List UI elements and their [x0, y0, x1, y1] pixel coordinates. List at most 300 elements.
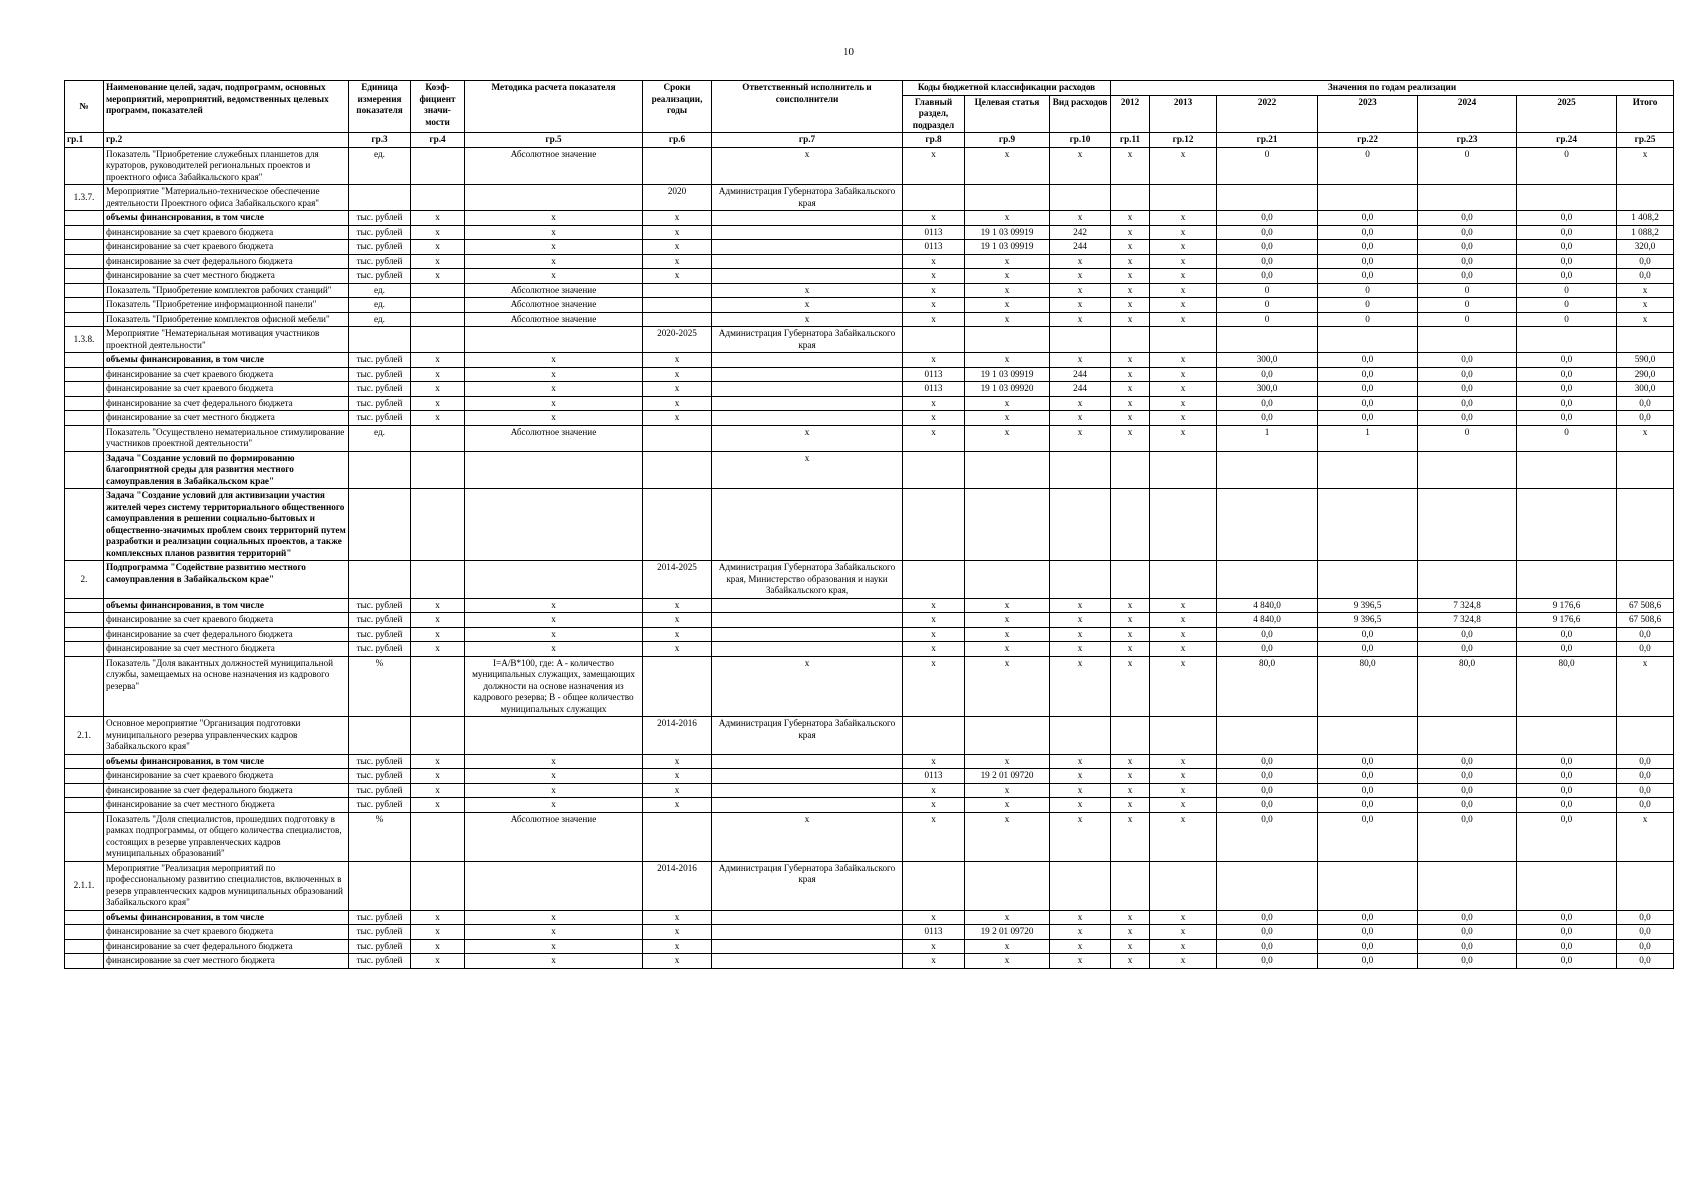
table-row	[65, 812, 1674, 861]
table-cell	[1418, 489, 1517, 561]
table-cell: 0,0	[1217, 254, 1318, 269]
table-cell: 1 408,2	[1617, 211, 1674, 226]
table-cell: 0113	[903, 925, 965, 940]
row-name-cell: финансирование за счет краевого бюджета	[104, 382, 349, 397]
table-cell: 0,0	[1418, 812, 1517, 861]
table-cell: 0,0	[1217, 769, 1318, 784]
table-cell: х	[411, 798, 465, 813]
table-cell	[1150, 717, 1217, 755]
table-cell	[1517, 861, 1617, 910]
column-number-cell: гр.4	[411, 133, 465, 148]
table-cell: 0113	[903, 769, 965, 784]
header-year-2022: 2022	[1217, 95, 1318, 133]
program-table	[64, 80, 1674, 969]
row-number-cell	[65, 225, 104, 240]
table-cell	[411, 312, 465, 327]
table-cell	[1217, 717, 1318, 755]
table-cell: 9 396,5	[1318, 598, 1418, 613]
row-number-cell	[65, 254, 104, 269]
table-cell: х	[1050, 269, 1111, 284]
table-cell: х	[411, 353, 465, 368]
table-cell	[965, 861, 1050, 910]
table-cell: 0,0	[1318, 240, 1418, 255]
table-cell: 0,0	[1217, 396, 1318, 411]
table-cell: х	[1111, 613, 1150, 628]
table-cell: х	[965, 396, 1050, 411]
table-cell: х	[1111, 425, 1150, 451]
table-cell	[712, 613, 903, 628]
table-cell: х	[465, 598, 643, 613]
table-row	[65, 954, 1674, 969]
table-cell: х	[965, 269, 1050, 284]
table-cell: 290,0	[1617, 367, 1674, 382]
table-cell	[1150, 185, 1217, 211]
table-cell: х	[903, 954, 965, 969]
table-cell: 0,0	[1418, 396, 1517, 411]
row-number-cell	[65, 925, 104, 940]
table-cell: ед.	[349, 283, 411, 298]
column-number-cell: гр.10	[1050, 133, 1111, 148]
table-cell: 0,0	[1217, 411, 1318, 426]
table-cell: 80,0	[1418, 656, 1517, 717]
table-cell: 0	[1418, 425, 1517, 451]
table-cell	[1050, 561, 1111, 599]
table-cell	[1617, 185, 1674, 211]
table-cell: 0,0	[1418, 939, 1517, 954]
table-cell: 0,0	[1617, 396, 1674, 411]
column-number-cell: гр.11	[1111, 133, 1150, 148]
row-name-cell: финансирование за счет федерального бюджета	[104, 396, 349, 411]
table-row	[65, 598, 1674, 613]
table-cell: х	[1150, 754, 1217, 769]
table-cell: 0,0	[1617, 939, 1674, 954]
row-number-cell: 1.3.7.	[65, 185, 104, 211]
table-row	[65, 627, 1674, 642]
table-cell: х	[903, 411, 965, 426]
table-cell: х	[903, 613, 965, 628]
table-cell: х	[411, 269, 465, 284]
table-cell: 0,0	[1517, 211, 1617, 226]
table-cell: х	[411, 910, 465, 925]
table-cell: 0113	[903, 382, 965, 397]
table-cell: х	[1050, 910, 1111, 925]
table-cell: 1 088,2	[1617, 225, 1674, 240]
table-cell: х	[643, 211, 712, 226]
table-cell: 0,0	[1217, 225, 1318, 240]
table-cell: х	[1150, 353, 1217, 368]
table-cell	[1217, 451, 1318, 489]
table-cell: х	[903, 283, 965, 298]
table-cell: 0,0	[1517, 396, 1617, 411]
table-cell: 0	[1517, 147, 1617, 185]
table-cell: 0,0	[1418, 925, 1517, 940]
table-cell: х	[1111, 925, 1150, 940]
row-name-cell: финансирование за счет федерального бюджета	[104, 254, 349, 269]
row-number-cell	[65, 382, 104, 397]
table-row	[65, 717, 1674, 755]
table-cell	[411, 489, 465, 561]
table-cell: 0,0	[1318, 910, 1418, 925]
row-number-cell	[65, 769, 104, 784]
table-row	[65, 396, 1674, 411]
table-cell: тыс. рублей	[349, 627, 411, 642]
table-cell	[349, 489, 411, 561]
table-cell: х	[903, 910, 965, 925]
table-cell: тыс. рублей	[349, 642, 411, 657]
table-cell	[1217, 489, 1318, 561]
table-cell	[349, 561, 411, 599]
table-cell: ед.	[349, 298, 411, 313]
table-cell: х	[1111, 211, 1150, 226]
row-number-cell	[65, 269, 104, 284]
table-cell	[712, 910, 903, 925]
table-cell	[1418, 451, 1517, 489]
table-cell: х	[643, 269, 712, 284]
table-row	[65, 754, 1674, 769]
header-razdel: Главный раздел, подраздел	[903, 95, 965, 133]
table-cell: х	[965, 910, 1050, 925]
table-cell: 0	[1418, 147, 1517, 185]
table-cell: х	[411, 627, 465, 642]
table-cell: х	[465, 769, 643, 784]
header-budget-codes: Коды бюджетной классификации расходов	[903, 81, 1111, 96]
table-cell: Администрация Губернатора Забайкальского края	[712, 861, 903, 910]
table-cell: х	[965, 211, 1050, 226]
header-year-2024: 2024	[1418, 95, 1517, 133]
table-cell: 0,0	[1617, 954, 1674, 969]
table-cell: 80,0	[1517, 656, 1617, 717]
column-number-cell: гр.1	[65, 133, 104, 148]
table-cell: 0,0	[1217, 925, 1318, 940]
table-cell	[903, 717, 965, 755]
table-cell: 0,0	[1217, 367, 1318, 382]
table-cell	[1617, 327, 1674, 353]
table-cell: х	[965, 798, 1050, 813]
table-cell: х	[1617, 298, 1674, 313]
row-number-cell	[65, 642, 104, 657]
table-row	[65, 425, 1674, 451]
table-cell: 0,0	[1418, 353, 1517, 368]
table-cell: 9 176,6	[1517, 598, 1617, 613]
row-number-cell	[65, 598, 104, 613]
table-cell	[1318, 185, 1418, 211]
table-cell: 0	[1517, 425, 1617, 451]
table-cell: х	[1050, 754, 1111, 769]
table-row	[65, 910, 1674, 925]
table-row	[65, 254, 1674, 269]
table-cell: х	[643, 225, 712, 240]
row-number-cell	[65, 798, 104, 813]
table-cell: х	[1111, 367, 1150, 382]
table-cell: х	[903, 396, 965, 411]
header-year-2013: 2013	[1150, 95, 1217, 133]
table-cell: х	[965, 613, 1050, 628]
table-cell: 0,0	[1517, 812, 1617, 861]
row-name-cell: финансирование за счет краевого бюджета	[104, 240, 349, 255]
table-cell: х	[1150, 382, 1217, 397]
row-name-cell: финансирование за счет краевого бюджета	[104, 769, 349, 784]
table-cell: х	[465, 798, 643, 813]
table-cell: 80,0	[1217, 656, 1318, 717]
row-number-cell	[65, 298, 104, 313]
table-cell: 7 324,8	[1418, 598, 1517, 613]
table-cell: тыс. рублей	[349, 411, 411, 426]
table-cell: тыс. рублей	[349, 254, 411, 269]
table-cell: I=A/B*100, где: A - количество муниципальных служащих, замещающих должности на основе назначения из кадрового резерва; B - общее количество муниципальных служащих	[465, 656, 643, 717]
table-cell	[712, 396, 903, 411]
table-cell	[643, 298, 712, 313]
table-cell: х	[1111, 254, 1150, 269]
table-cell: х	[1050, 312, 1111, 327]
table-cell: х	[411, 225, 465, 240]
row-name-cell: финансирование за счет местного бюджета	[104, 798, 349, 813]
table-cell	[965, 185, 1050, 211]
column-number-cell: гр.8	[903, 133, 965, 148]
row-name-cell: Показатель "Приобретение комплектов офисной мебели"	[104, 312, 349, 327]
table-cell: 0,0	[1418, 754, 1517, 769]
table-cell: х	[712, 147, 903, 185]
table-cell: х	[1050, 298, 1111, 313]
table-cell: х	[643, 954, 712, 969]
row-number-cell	[65, 283, 104, 298]
table-cell: х	[411, 211, 465, 226]
table-cell: х	[465, 396, 643, 411]
table-cell: 0,0	[1318, 627, 1418, 642]
table-cell: 0,0	[1418, 240, 1517, 255]
table-cell	[712, 627, 903, 642]
table-cell: х	[903, 312, 965, 327]
column-number-cell: гр.21	[1217, 133, 1318, 148]
table-cell: х	[1050, 411, 1111, 426]
table-cell: 244	[1050, 240, 1111, 255]
table-cell: 2014-2016	[643, 861, 712, 910]
table-cell: 0,0	[1418, 411, 1517, 426]
table-cell: х	[465, 367, 643, 382]
table-cell: 0,0	[1517, 411, 1617, 426]
row-name-cell: финансирование за счет федерального бюджета	[104, 627, 349, 642]
table-cell: 0	[1318, 283, 1418, 298]
row-name-cell: Показатель "Доля специалистов, прошедших подготовку в рамках подпрограммы, от общего количества специалистов, состоящих в резерве управленческих кадров муниципальных образований"	[104, 812, 349, 861]
header-year-2012: 2012	[1111, 95, 1150, 133]
table-cell: х	[643, 353, 712, 368]
table-cell: 0,0	[1617, 783, 1674, 798]
table-cell	[1050, 185, 1111, 211]
table-cell: х	[965, 254, 1050, 269]
table-cell	[1617, 489, 1674, 561]
table-cell: тыс. рублей	[349, 939, 411, 954]
row-number-cell	[65, 367, 104, 382]
table-cell: 19 2 01 09720	[965, 925, 1050, 940]
table-cell: х	[465, 910, 643, 925]
table-cell: х	[1111, 382, 1150, 397]
table-cell: 0,0	[1418, 642, 1517, 657]
row-name-cell: Подпрограмма "Содействие развитию местного самоуправления в Забайкальском крае"	[104, 561, 349, 599]
table-cell: х	[411, 254, 465, 269]
table-cell: х	[1111, 769, 1150, 784]
table-cell: ед.	[349, 312, 411, 327]
table-cell: х	[465, 382, 643, 397]
row-number-cell	[65, 353, 104, 368]
table-cell: 0,0	[1517, 627, 1617, 642]
table-cell: х	[1150, 312, 1217, 327]
row-name-cell: Задача "Создание условий для активизации участия жителей через систему территориального общественного самоуправления в решении социально-бытовых и общественно-значимых проблем своих территорий путем разработки и реализации социальных проектов, а также комплексных планов развития территорий"	[104, 489, 349, 561]
header-expense-type: Вид расходов	[1050, 95, 1111, 133]
table-cell	[712, 353, 903, 368]
table-cell: 0,0	[1418, 769, 1517, 784]
table-cell: х	[965, 642, 1050, 657]
table-cell: 0	[1418, 312, 1517, 327]
table-cell: х	[1111, 656, 1150, 717]
header-coef: Коэф-фициент значи-мости	[411, 81, 465, 133]
table-cell: 0113	[903, 367, 965, 382]
table-cell: 0,0	[1517, 254, 1617, 269]
table-cell: х	[465, 254, 643, 269]
table-cell: х	[1150, 411, 1217, 426]
column-number-cell: гр.9	[965, 133, 1050, 148]
table-cell: 0,0	[1318, 954, 1418, 969]
table-cell	[965, 489, 1050, 561]
table-cell	[712, 783, 903, 798]
table-cell: х	[1050, 598, 1111, 613]
table-cell: 0,0	[1517, 798, 1617, 813]
table-cell: 0,0	[1617, 269, 1674, 284]
table-cell: х	[1050, 425, 1111, 451]
table-row	[65, 411, 1674, 426]
table-cell: х	[643, 642, 712, 657]
table-cell: тыс. рублей	[349, 367, 411, 382]
table-cell: х	[1150, 642, 1217, 657]
table-cell	[1617, 717, 1674, 755]
table-cell: х	[965, 812, 1050, 861]
table-cell: тыс. рублей	[349, 783, 411, 798]
row-name-cell: Мероприятие "Реализация мероприятий по профессиональному развитию специалистов, включенных в резерв управленческих кадров муниципальных образований Забайкальского края"	[104, 861, 349, 910]
table-cell	[1111, 489, 1150, 561]
table-cell: х	[643, 613, 712, 628]
table-cell: 19 1 03 09919	[965, 225, 1050, 240]
table-cell: 0,0	[1418, 627, 1517, 642]
row-number-cell	[65, 783, 104, 798]
table-cell: х	[465, 754, 643, 769]
table-cell: 0,0	[1517, 769, 1617, 784]
table-cell: 0,0	[1318, 769, 1418, 784]
table-cell: 0,0	[1318, 353, 1418, 368]
header-year-2023: 2023	[1318, 95, 1418, 133]
table-cell: х	[1150, 598, 1217, 613]
row-name-cell: финансирование за счет местного бюджета	[104, 411, 349, 426]
header-year-2025: 2025	[1517, 95, 1617, 133]
table-row	[65, 298, 1674, 313]
table-cell	[643, 489, 712, 561]
table-cell: %	[349, 656, 411, 717]
column-number-row	[65, 133, 1674, 148]
table-cell: х	[1150, 225, 1217, 240]
table-cell	[1150, 327, 1217, 353]
table-cell	[712, 754, 903, 769]
table-cell: х	[1111, 910, 1150, 925]
table-cell	[1617, 561, 1674, 599]
table-cell: Абсолютное значение	[465, 312, 643, 327]
page-number: 10	[843, 46, 854, 58]
table-cell	[411, 451, 465, 489]
table-cell	[965, 451, 1050, 489]
table-cell: х	[1150, 147, 1217, 185]
row-number-cell: 2.1.	[65, 717, 104, 755]
table-cell: х	[1111, 798, 1150, 813]
table-cell: х	[1111, 954, 1150, 969]
table-cell: 0,0	[1318, 396, 1418, 411]
table-cell: х	[643, 925, 712, 940]
table-cell: х	[1150, 367, 1217, 382]
table-cell: 0,0	[1617, 925, 1674, 940]
header-responsible: Ответственный исполнитель и соисполнители	[712, 81, 903, 133]
table-cell	[712, 954, 903, 969]
column-number-cell: гр.3	[349, 133, 411, 148]
row-number-cell	[65, 489, 104, 561]
table-cell: х	[465, 954, 643, 969]
table-cell: х	[1150, 283, 1217, 298]
table-cell: х	[1150, 396, 1217, 411]
table-cell: 0113	[903, 240, 965, 255]
table-cell: 0,0	[1318, 254, 1418, 269]
table-cell: 0	[1318, 147, 1418, 185]
table-cell: х	[643, 598, 712, 613]
table-cell: х	[1050, 254, 1111, 269]
table-cell	[1418, 561, 1517, 599]
table-cell: х	[1150, 925, 1217, 940]
table-cell: х	[1050, 396, 1111, 411]
table-cell: тыс. рублей	[349, 396, 411, 411]
table-cell	[411, 717, 465, 755]
table-cell	[643, 451, 712, 489]
table-cell	[1217, 861, 1318, 910]
table-row	[65, 489, 1674, 561]
table-cell: 0,0	[1318, 798, 1418, 813]
row-name-cell: Показатель "Осуществлено нематериальное стимулирование участников проектной деятельности"	[104, 425, 349, 451]
table-cell: тыс. рублей	[349, 240, 411, 255]
table-cell: 0,0	[1617, 754, 1674, 769]
table-row	[65, 353, 1674, 368]
table-cell: х	[1111, 269, 1150, 284]
table-cell	[1111, 561, 1150, 599]
table-cell: 0,0	[1217, 910, 1318, 925]
table-cell: 590,0	[1617, 353, 1674, 368]
table-cell	[1617, 451, 1674, 489]
table-cell: х	[1150, 613, 1217, 628]
table-cell: тыс. рублей	[349, 798, 411, 813]
table-cell: х	[411, 367, 465, 382]
table-cell: х	[965, 783, 1050, 798]
table-cell: 67 508,6	[1617, 598, 1674, 613]
table-cell: 7 324,8	[1418, 613, 1517, 628]
table-cell: х	[1617, 312, 1674, 327]
table-cell: х	[1150, 769, 1217, 784]
table-cell: х	[903, 147, 965, 185]
table-cell: 0,0	[1217, 798, 1318, 813]
row-number-cell	[65, 425, 104, 451]
table-cell: 0,0	[1517, 382, 1617, 397]
table-cell	[712, 240, 903, 255]
table-cell: Абсолютное значение	[465, 283, 643, 298]
table-cell: х	[465, 627, 643, 642]
table-cell: 0,0	[1418, 254, 1517, 269]
table-header	[65, 81, 1674, 133]
row-number-cell	[65, 939, 104, 954]
table-cell: х	[643, 627, 712, 642]
table-cell: х	[411, 396, 465, 411]
table-cell: х	[1150, 656, 1217, 717]
table-cell: 0,0	[1318, 211, 1418, 226]
table-cell: 0,0	[1418, 225, 1517, 240]
